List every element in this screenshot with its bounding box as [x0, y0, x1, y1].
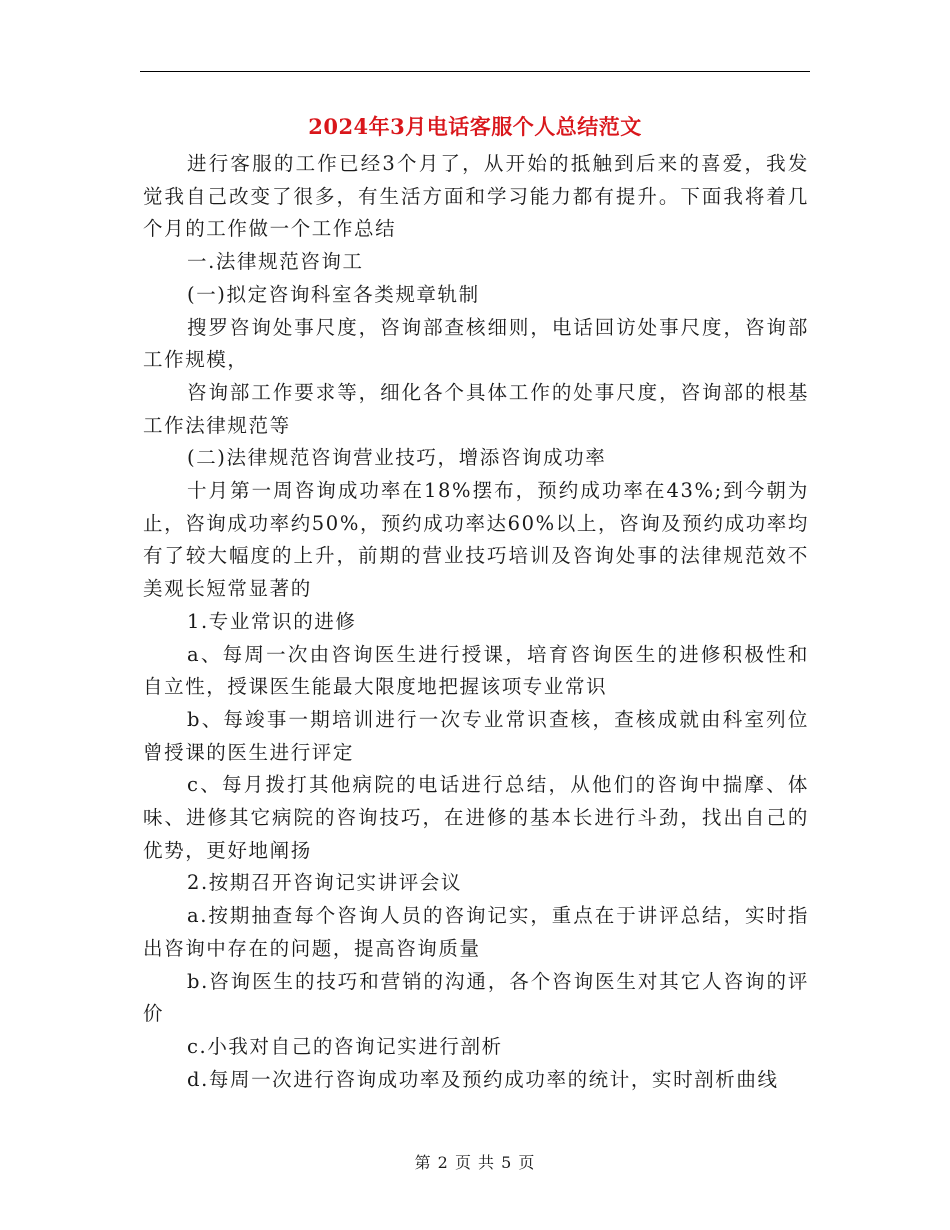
list-item: a.按期抽查每个咨询人员的咨询记实，重点在于讲评总结，实时指出咨询中存在的问题，提高咨询质量	[143, 904, 809, 960]
section-heading-1: 一.法律规范咨询工	[187, 250, 364, 274]
document-title: 2024年3月电话客服个人总结范文	[308, 114, 642, 139]
subsection-heading-1: (一)拟定咨询科室各类规章轨制	[187, 282, 480, 306]
list-item: c.小我对自己的咨询记实进行剖析	[187, 1034, 503, 1058]
list-item: c、每月拨打其他病院的电话进行总结，从他们的咨询中揣摩、体味、进修其它病院的咨询技巧，在进修的基本长进行斗劲，找出自己的优势，更好地阐扬	[143, 773, 809, 862]
paragraph: 搜罗咨询处事尺度，咨询部查核细则，电话回访处事尺度，咨询部工作规模，	[143, 315, 809, 372]
paragraph-intro: 进行客服的工作已经3个月了，从开始的抵触到后来的喜爱，我发觉我自己改变了很多，有生活方面和学习能力都有提升。下面我将着几个月的工作做一个工作总结	[143, 152, 809, 241]
list-item: b.咨询医生的技巧和营销的沟通，各个咨询医生对其它人咨询的评价	[143, 969, 809, 1026]
paragraph: 咨询部工作要求等，细化各个具体工作的处事尺度，咨询部的根基工作法律规范等	[143, 380, 809, 437]
list-item: a、每周一次由咨询医生进行授课，培育咨询医生的进修积极性和自立性，授课医生能最大限度地把握该项专业常识	[143, 642, 809, 699]
list-item: b、每竣事一期培训进行一次专业常识查核，查核成就由科室列位曾授课的医生进行评定	[143, 707, 809, 764]
page-number-footer: 第 2 页 共 5 页	[414, 1153, 536, 1172]
header-rule	[140, 71, 810, 72]
document-body	[143, 148, 809, 1096]
subsection-heading-2: (二)法律规范咨询营业技巧，增添咨询成功率	[187, 446, 607, 470]
paragraph: 十月第一周咨询成功率在18%摆布，预约成功率在43%;到今朝为止，咨询成功率约50%，预约成功率达60%以上，咨询及预约成功率均有了较大幅度的上升，前期的营业技巧培训及咨询处事的法律规范效不美观长短常显著的	[143, 479, 809, 601]
list-heading-2: 2.按期召开咨询记实讲评会议	[187, 871, 463, 895]
list-item: d.每周一次进行咨询成功率及预约成功率的统计，实时剖析曲线	[187, 1067, 779, 1091]
list-heading-1: 1.专业常识的进修	[187, 609, 357, 633]
